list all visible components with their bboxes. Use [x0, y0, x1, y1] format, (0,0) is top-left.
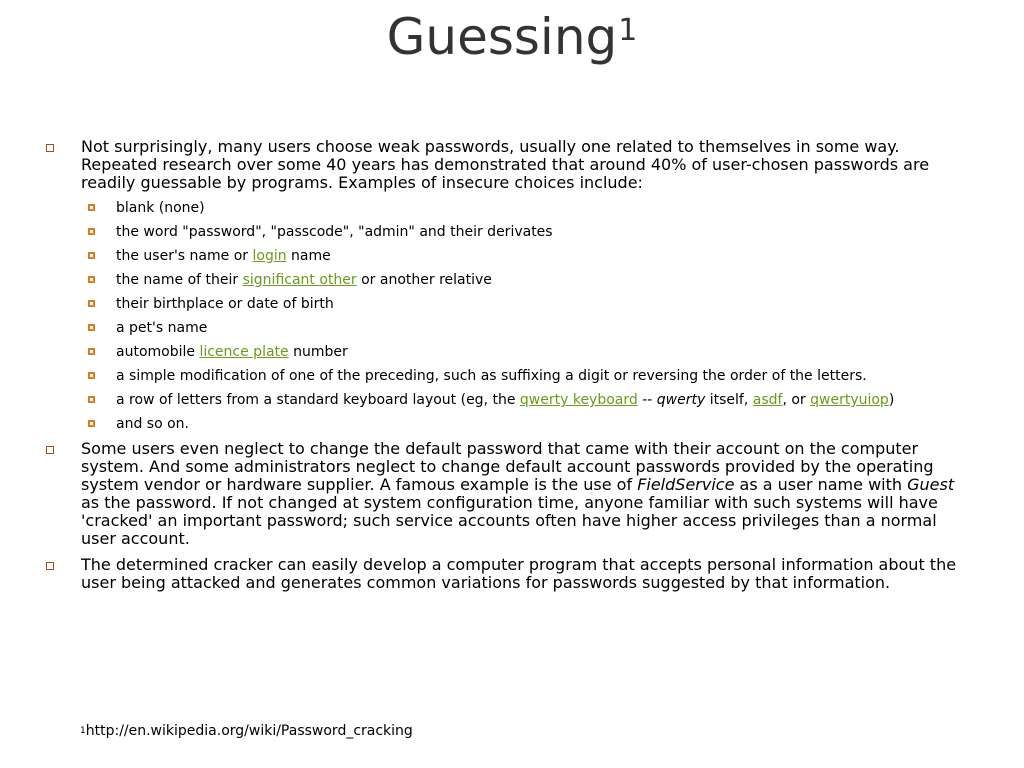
- significant-other-link[interactable]: significant other: [242, 272, 357, 288]
- licence-plate-link[interactable]: licence plate: [199, 344, 289, 360]
- list-item-text: a pet's name: [116, 320, 208, 336]
- list-item-text: number: [288, 344, 348, 360]
- list-item-text: name: [286, 248, 331, 264]
- list-item-text: a row of letters from a standard keyboard layout (eg, the: [116, 392, 520, 408]
- list-item: [44, 248, 964, 264]
- footnote-marker: 1: [80, 726, 86, 736]
- list-item-text: or another relative: [356, 272, 492, 288]
- bullet-weak-passwords: [44, 138, 964, 192]
- square-bullet-icon: [88, 204, 95, 211]
- list-item-text: ): [888, 392, 895, 408]
- bullet-default-passwords: [44, 440, 964, 548]
- square-bullet-icon: [88, 228, 95, 235]
- square-bullet-icon: [88, 276, 95, 283]
- bullet-text: as a user name with: [734, 475, 908, 494]
- list-item-text: a simple modification of one of the preceding, such as suffixing a digit or reversing the order of the letters.: [116, 368, 867, 384]
- list-item: [44, 272, 964, 288]
- qwerty-italic: qwerty: [656, 392, 706, 408]
- list-item: [44, 392, 964, 408]
- square-bullet-icon: [88, 396, 95, 403]
- square-bullet-icon: [88, 252, 95, 259]
- list-item: [44, 320, 964, 336]
- bullet-text: The determined cracker can easily develop a computer program that accepts personal information about the user being attacked and generates common variations for passwords suggested by that information.: [81, 555, 957, 592]
- footnote: [80, 722, 413, 740]
- guest-italic: Guest: [907, 475, 955, 494]
- square-bullet-icon: [88, 300, 95, 307]
- list-item-text: automobile: [116, 344, 200, 360]
- list-item: [44, 200, 964, 216]
- examples-list: [44, 200, 964, 432]
- list-item-text: the user's name or: [116, 248, 253, 264]
- title-text: Guessing: [386, 8, 618, 66]
- list-item-text: itself,: [705, 392, 753, 408]
- list-item-text: and so on.: [116, 416, 189, 432]
- asdf-link[interactable]: asdf: [752, 392, 783, 408]
- list-item: [44, 224, 964, 240]
- footnote-url: http://en.wikipedia.org/wiki/Password_cracking: [85, 723, 413, 739]
- square-bullet-icon: [88, 420, 95, 427]
- square-bullet-icon: [88, 348, 95, 355]
- list-item-text: , or: [782, 392, 811, 408]
- slide-title: [0, 8, 1024, 66]
- bullet-text: Not surprisingly, many users choose weak passwords, usually one related to themselves in some way. Repeated research over some 40 years has demonstrated that around 40% of user-chosen passwords are readily guessable by programs. Examples of insecure choices include:: [81, 137, 930, 192]
- list-item: [44, 368, 964, 384]
- bullet-cracker-program: [44, 556, 964, 592]
- login-link[interactable]: login: [252, 248, 287, 264]
- list-item-text: --: [637, 392, 657, 408]
- list-item-text: the name of their: [116, 272, 243, 288]
- list-item: [44, 416, 964, 432]
- bullet-text: as the password. If not changed at system configuration time, anyone familiar with such systems will have 'cracked' an important password; such service accounts often have higher access privileges than a normal user account.: [81, 493, 938, 548]
- slide-content: [44, 138, 964, 600]
- list-item-text: the word "password", "passcode", "admin" and their derivates: [116, 224, 553, 240]
- qwertyuiop-link[interactable]: qwertyuiop: [810, 392, 889, 408]
- square-bullet-icon: [88, 372, 95, 379]
- list-item-text: their birthplace or date of birth: [116, 296, 334, 312]
- bullet-text: Some users even neglect to change the default password that came with their account on the computer system. And some administrators neglect to change default account passwords provided by the operating system vendor or hardware supplier. A famous example is the use of: [81, 439, 934, 494]
- hollow-square-bullet-icon: [46, 446, 54, 454]
- hollow-square-bullet-icon: [46, 144, 54, 152]
- hollow-square-bullet-icon: [46, 562, 54, 570]
- list-item: [44, 296, 964, 312]
- list-item: [44, 344, 964, 360]
- list-item-text: blank (none): [116, 200, 205, 216]
- square-bullet-icon: [88, 324, 95, 331]
- title-footnote-marker: 1: [618, 13, 638, 48]
- qwerty-keyboard-link[interactable]: qwerty keyboard: [519, 392, 638, 408]
- fieldservice-italic: FieldService: [637, 475, 735, 494]
